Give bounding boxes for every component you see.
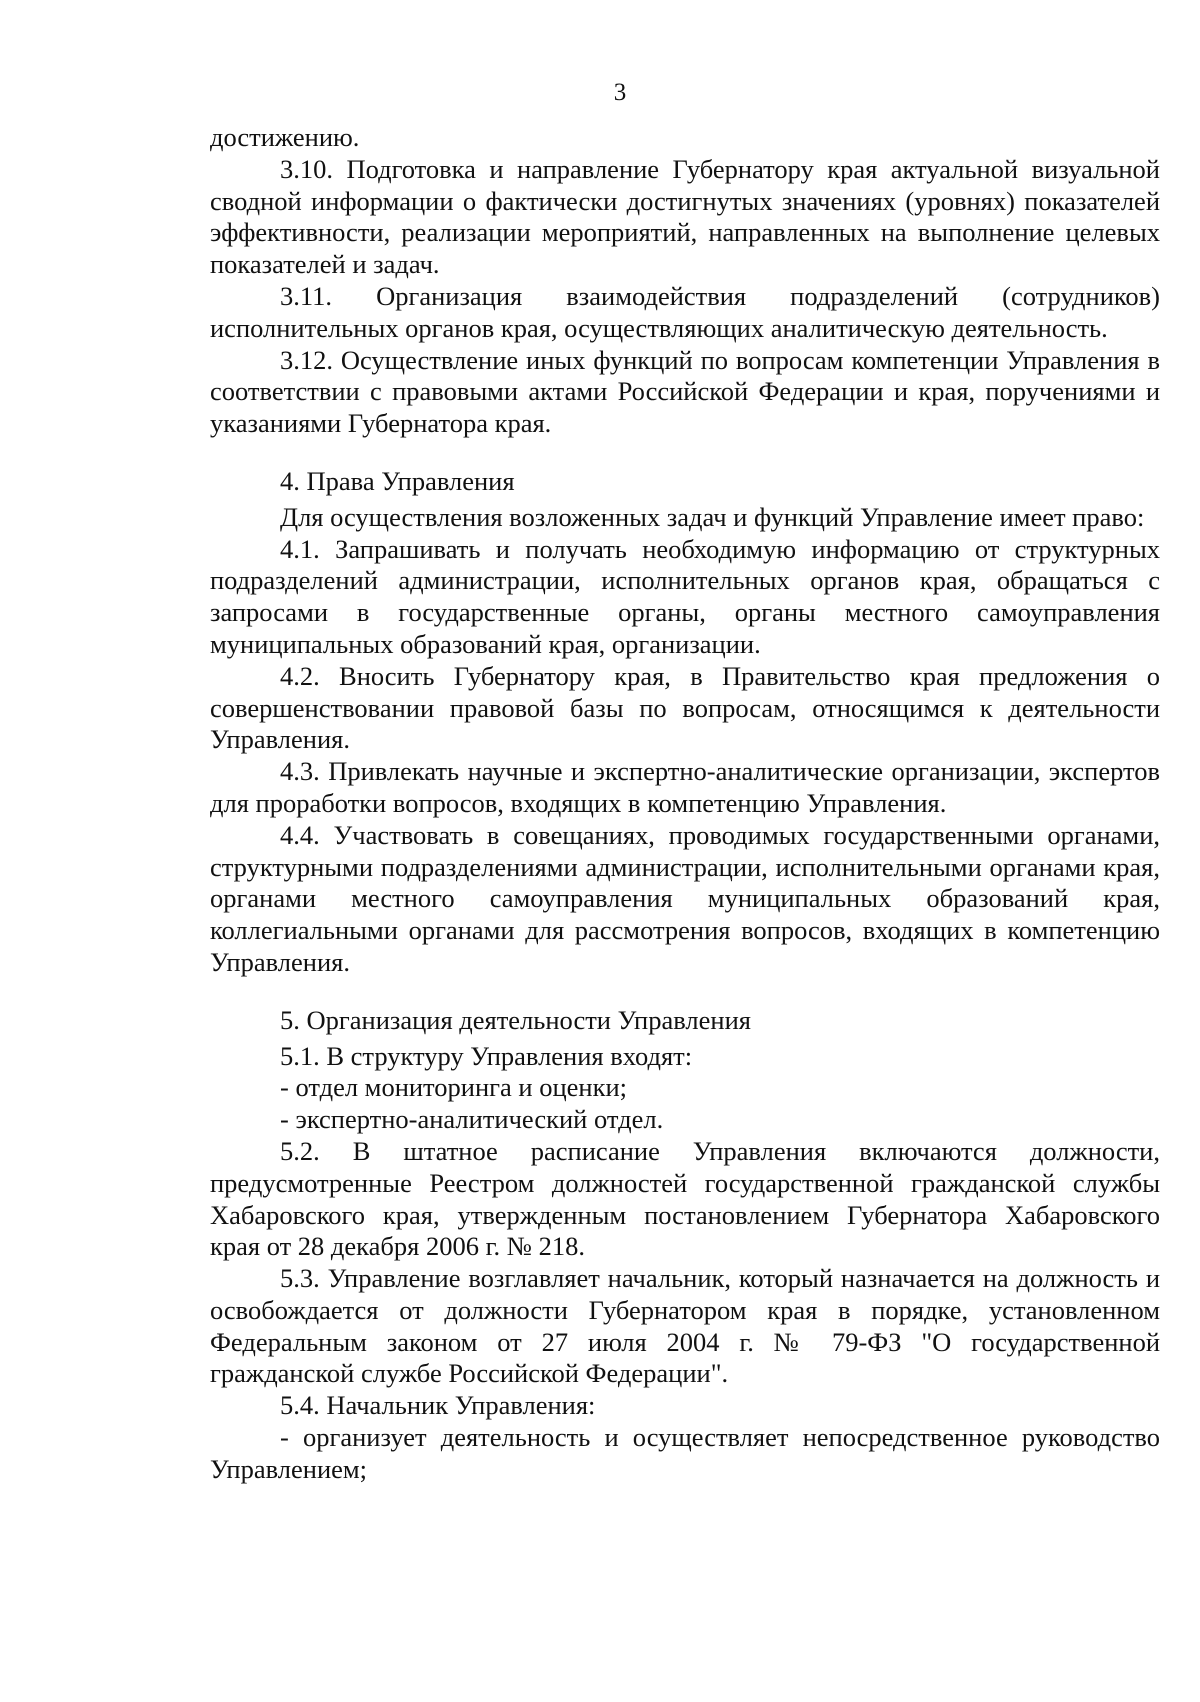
paragraph-3-12: 3.12. Осуществление иных функций по вопросам компетенции Управления в соответствии с правовыми актами Российской Федерации и края, поручениями и указаниями Губернатора края. (210, 344, 1160, 439)
section-gap (210, 979, 1160, 1005)
paragraph-4-3: 4.3. Привлекать научные и экспертно-аналитические организации, экспертов для проработки вопросов, входящих в компетенцию Управления. (210, 756, 1160, 818)
page-number: 3 (613, 79, 627, 106)
list-item-5-4a: - организует деятельность и осуществляет непосредственное руководство Управлением; (210, 1422, 1160, 1484)
paragraph-4-1: 4.1. Запрашивать и получать необходимую информацию от структурных подразделений администрации, исполнительных органов края, обращаться с запросами в государственные органы, органы местного самоуправления муниципальных образований края, организации. (210, 533, 1160, 659)
list-item-5-1b: - экспертно-аналитический отдел. (280, 1104, 664, 1135)
section-heading-5: 5. Организация деятельности Управления (280, 1004, 751, 1035)
document-body (210, 122, 1160, 1486)
paragraph-3-10: 3.10. Подготовка и направление Губернатору края актуальной визуальной сводной информации о фактически достигнутых значениях (уровнях) показателей эффективности, реализации мероприятий, направленных на выполнение целевых показателей и задач. (210, 153, 1160, 280)
list-item-5-1a: - отдел мониторинга и оценки; (280, 1072, 628, 1103)
paragraph-4-2: 4.2. Вносить Губернатору края, в Правительство края предложения о совершенствовании правовой базы по вопросам, относящимся к деятельности Управления. (210, 660, 1160, 755)
section-heading-4: 4. Права Управления (280, 465, 515, 496)
paragraph-5-2: 5.2. В штатное расписание Управления включаются должности, предусмотренные Реестром должностей государственной гражданской службы Хабаровского края, утвержденным постановлением Губернатора Хабаровского края от 28 декабря 2006 г. № 218. (210, 1135, 1160, 1262)
paragraph-5-1: 5.1. В структуру Управления входят: (280, 1040, 693, 1071)
section-gap (210, 440, 1160, 466)
paragraph-5-4: 5.4. Начальник Управления: (280, 1390, 596, 1421)
paragraph-5-3: 5.3. Управление возглавляет начальник, который назначается на должность и освобождается от должности Губернатором края в порядке, установленном Федеральным законом от 27 июля 2004 г. № 79-ФЗ "О государственной гражданской службе Российской Федерации". (210, 1263, 1160, 1389)
paragraph-3-11: 3.11. Организация взаимодействия подразделений (сотрудников) исполнительных органов края, осуществляющих аналитическую деятельность. (210, 280, 1160, 343)
paragraph-4-intro: Для осуществления возложенных задач и функций Управление имеет право: (280, 501, 1145, 532)
paragraph-continuation: достижению. (210, 122, 360, 152)
paragraph-4-4: 4.4. Участвовать в совещаниях, проводимых государственными органами, структурными подразделениями администрации, исполнительными органами края, органами местного самоуправления муниципальных образований края, коллегиальными органами для рассмотрения вопросов, входящих в компетенцию Управления. (210, 819, 1160, 977)
